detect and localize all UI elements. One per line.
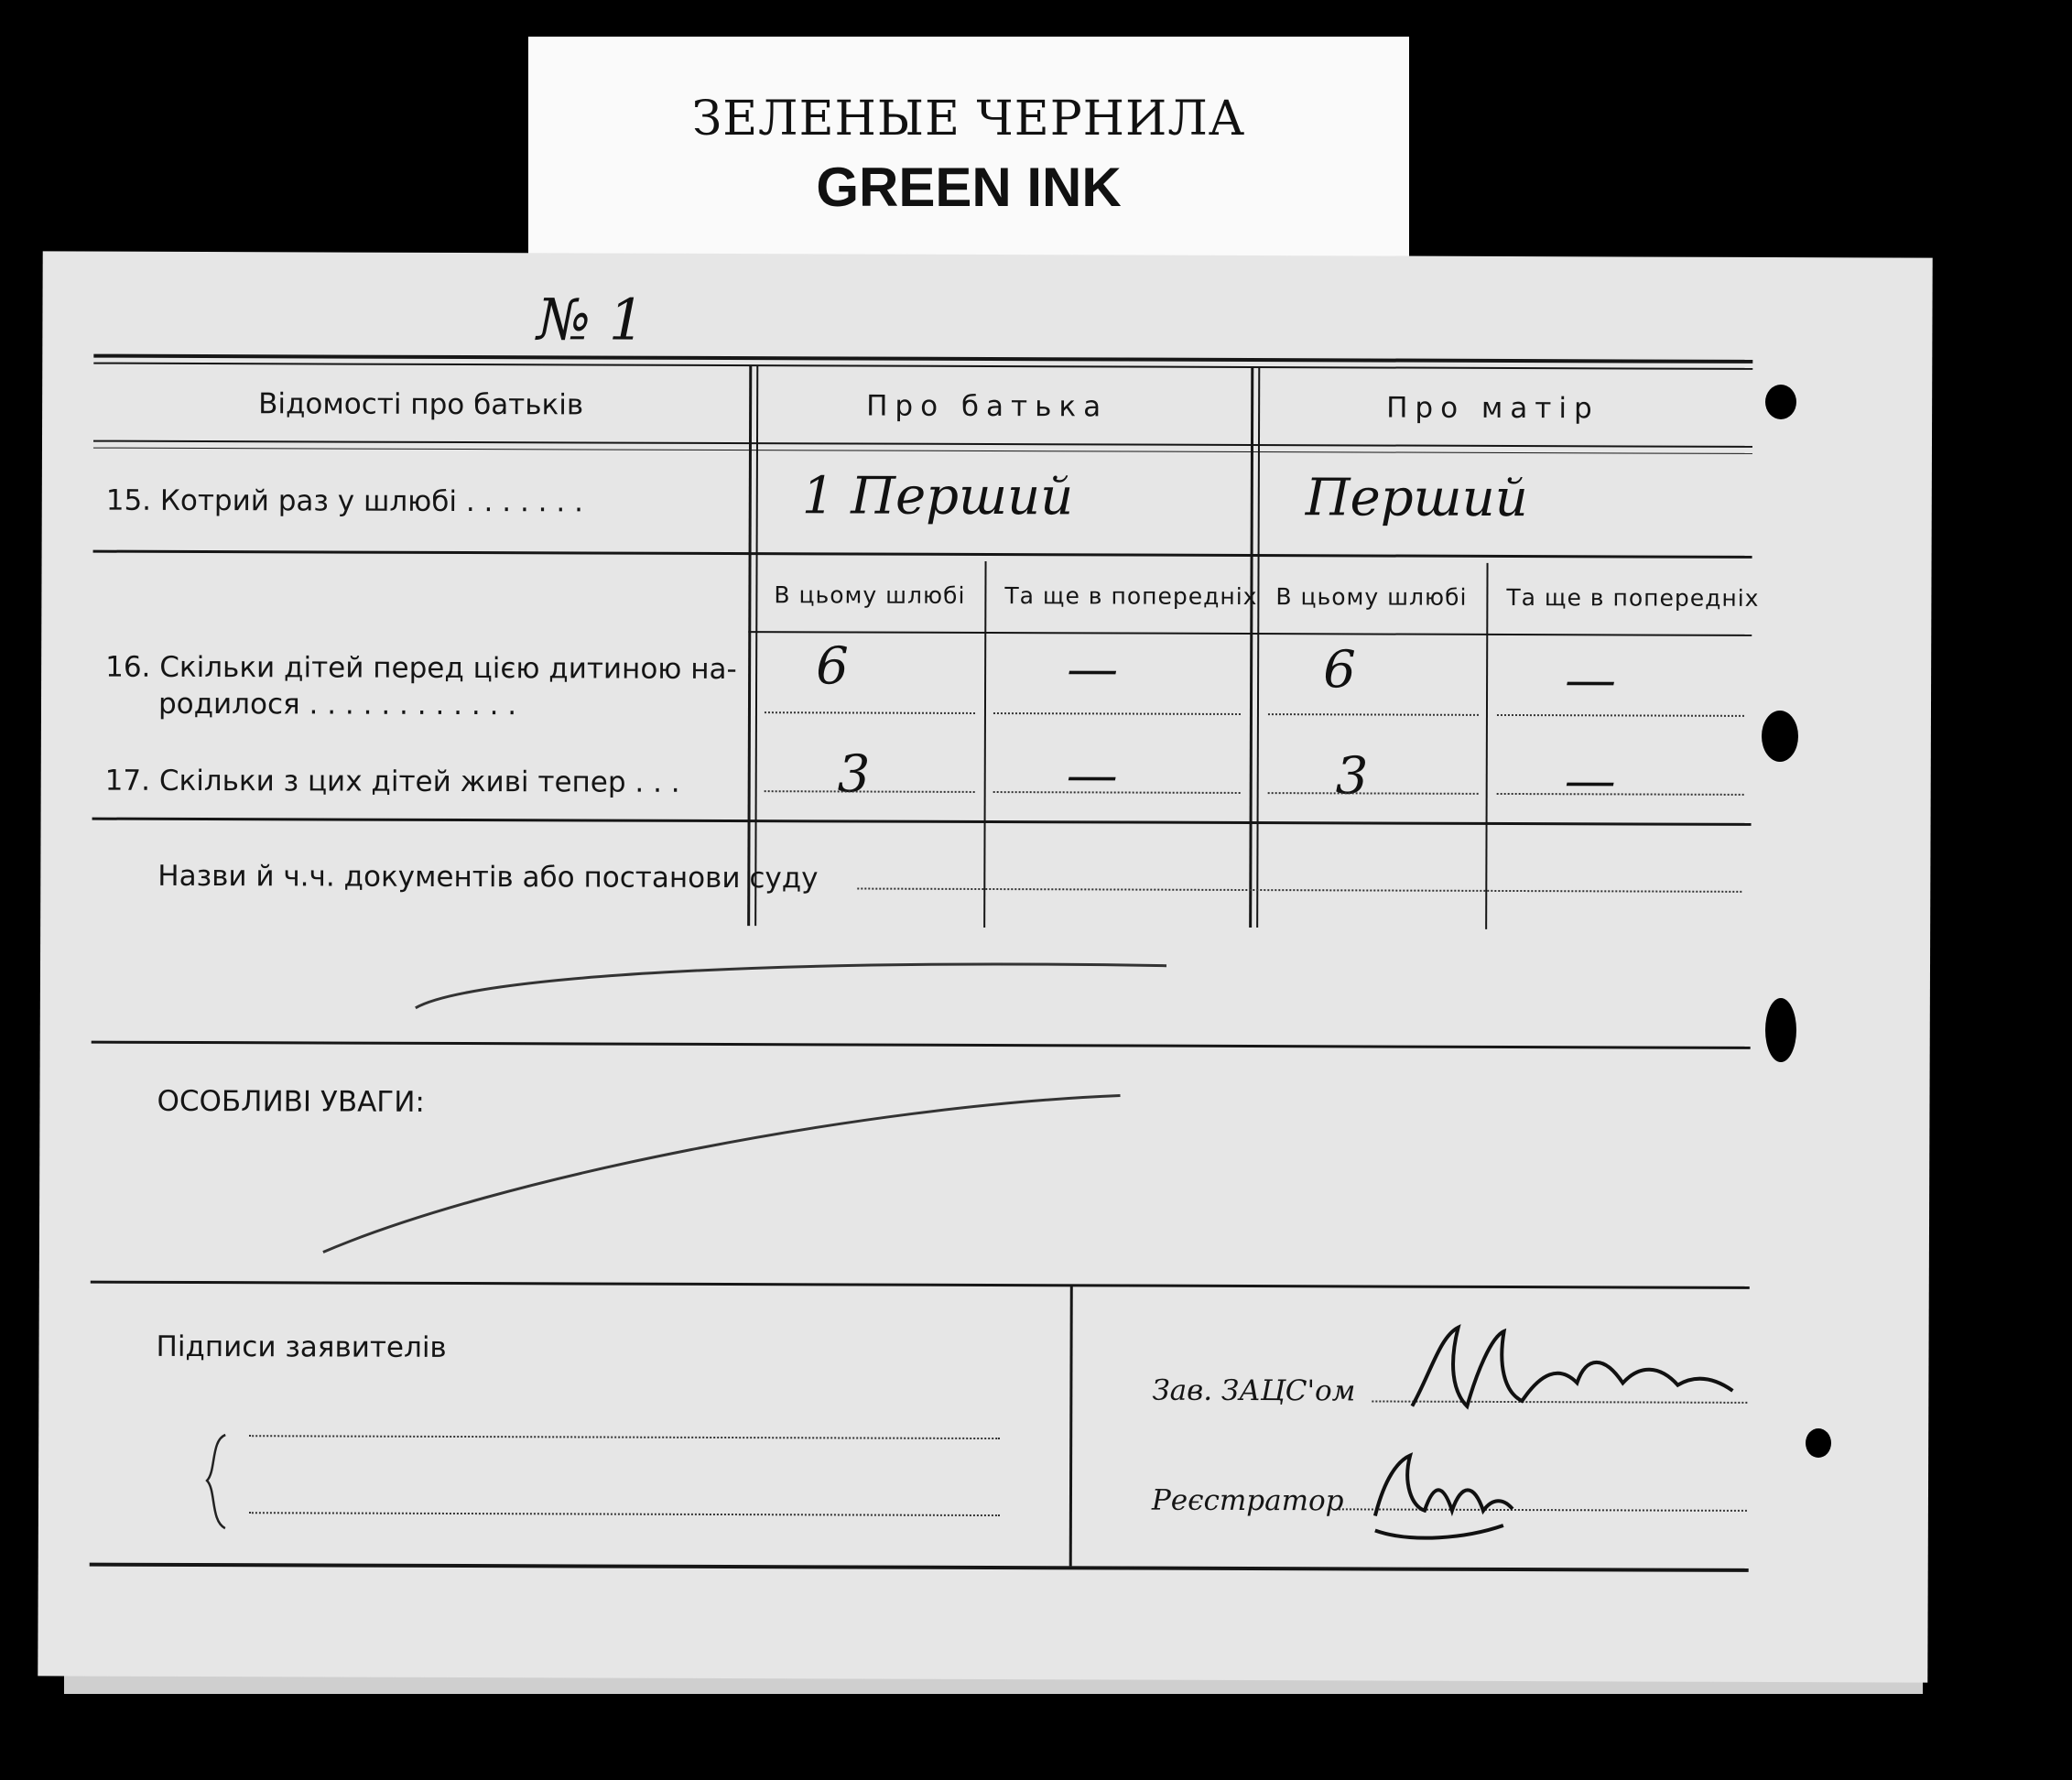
- row16-mother-prev: —: [1564, 650, 1617, 711]
- special-notes-label: ОСОБЛИВІ УВАГИ:: [157, 1084, 425, 1119]
- sheet-number: № 1: [537, 286, 645, 353]
- header-info: Відомості про батьків: [258, 387, 584, 422]
- row15-label: 15. Котрий раз у шлюбі . . . . . . .: [105, 483, 584, 519]
- punch-hole: [1765, 385, 1796, 419]
- applicant-bracket: [203, 1431, 231, 1532]
- punch-hole: [1806, 1428, 1831, 1458]
- archive-label-card: [528, 37, 1409, 258]
- row16-label-line2: родилося . . . . . . . . . . . .: [157, 687, 517, 722]
- row16-label-line1: 16. Скільки дітей перед цією дитиною на-: [105, 650, 737, 687]
- row17-mother-prev: —: [1564, 751, 1616, 811]
- subheader-mother-prev: Та ще в попередніх: [1506, 583, 1760, 612]
- cancellation-strokes: [38, 251, 1932, 1682]
- row15-mother-value: Перший: [1305, 468, 1528, 529]
- registrar-label: Реєстратор: [1151, 1483, 1344, 1518]
- row17-father-prev: —: [1066, 745, 1118, 806]
- registrar-signature: [1357, 1442, 1522, 1544]
- head-label: Зав. ЗАЦС'ом: [1152, 1373, 1356, 1408]
- row15-father-value: 1 Перший: [801, 466, 1074, 527]
- subheader-mother-this: В цьому шлюбі: [1275, 583, 1468, 611]
- punch-hole: [1765, 998, 1796, 1062]
- row16-father-prev: —: [1067, 639, 1119, 700]
- row17-label: 17. Скільки з цих дітей живі тепер . . .: [104, 764, 680, 799]
- label-english: GREEN INK: [816, 157, 1122, 218]
- documents-strike-line: [416, 962, 1166, 1011]
- documents-label: Назви й ч.ч. документів або постанови суду: [157, 859, 819, 895]
- row16-father-this: 6: [816, 636, 849, 697]
- notes-strike-line: [323, 1092, 1121, 1254]
- head-signature: [1403, 1319, 1741, 1420]
- applicant-signatures-label: Підписи заявителів: [156, 1330, 447, 1364]
- subheader-father-this: В цьому шлюбі: [774, 581, 966, 609]
- header-mother: Про матір: [1386, 391, 1600, 426]
- subheader-father-prev: Та ще в попередніх: [1004, 582, 1258, 611]
- registration-form-sheet: [38, 251, 1932, 1682]
- row17-mother-this: 3: [1335, 746, 1369, 807]
- label-russian: ЗЕЛЕНЫЕ ЧЕРНИЛА: [691, 92, 1246, 147]
- row17-father-this: 3: [837, 744, 871, 805]
- punch-hole: [1762, 711, 1798, 762]
- row16-mother-this: 6: [1323, 640, 1356, 700]
- header-father: Про батька: [866, 389, 1109, 424]
